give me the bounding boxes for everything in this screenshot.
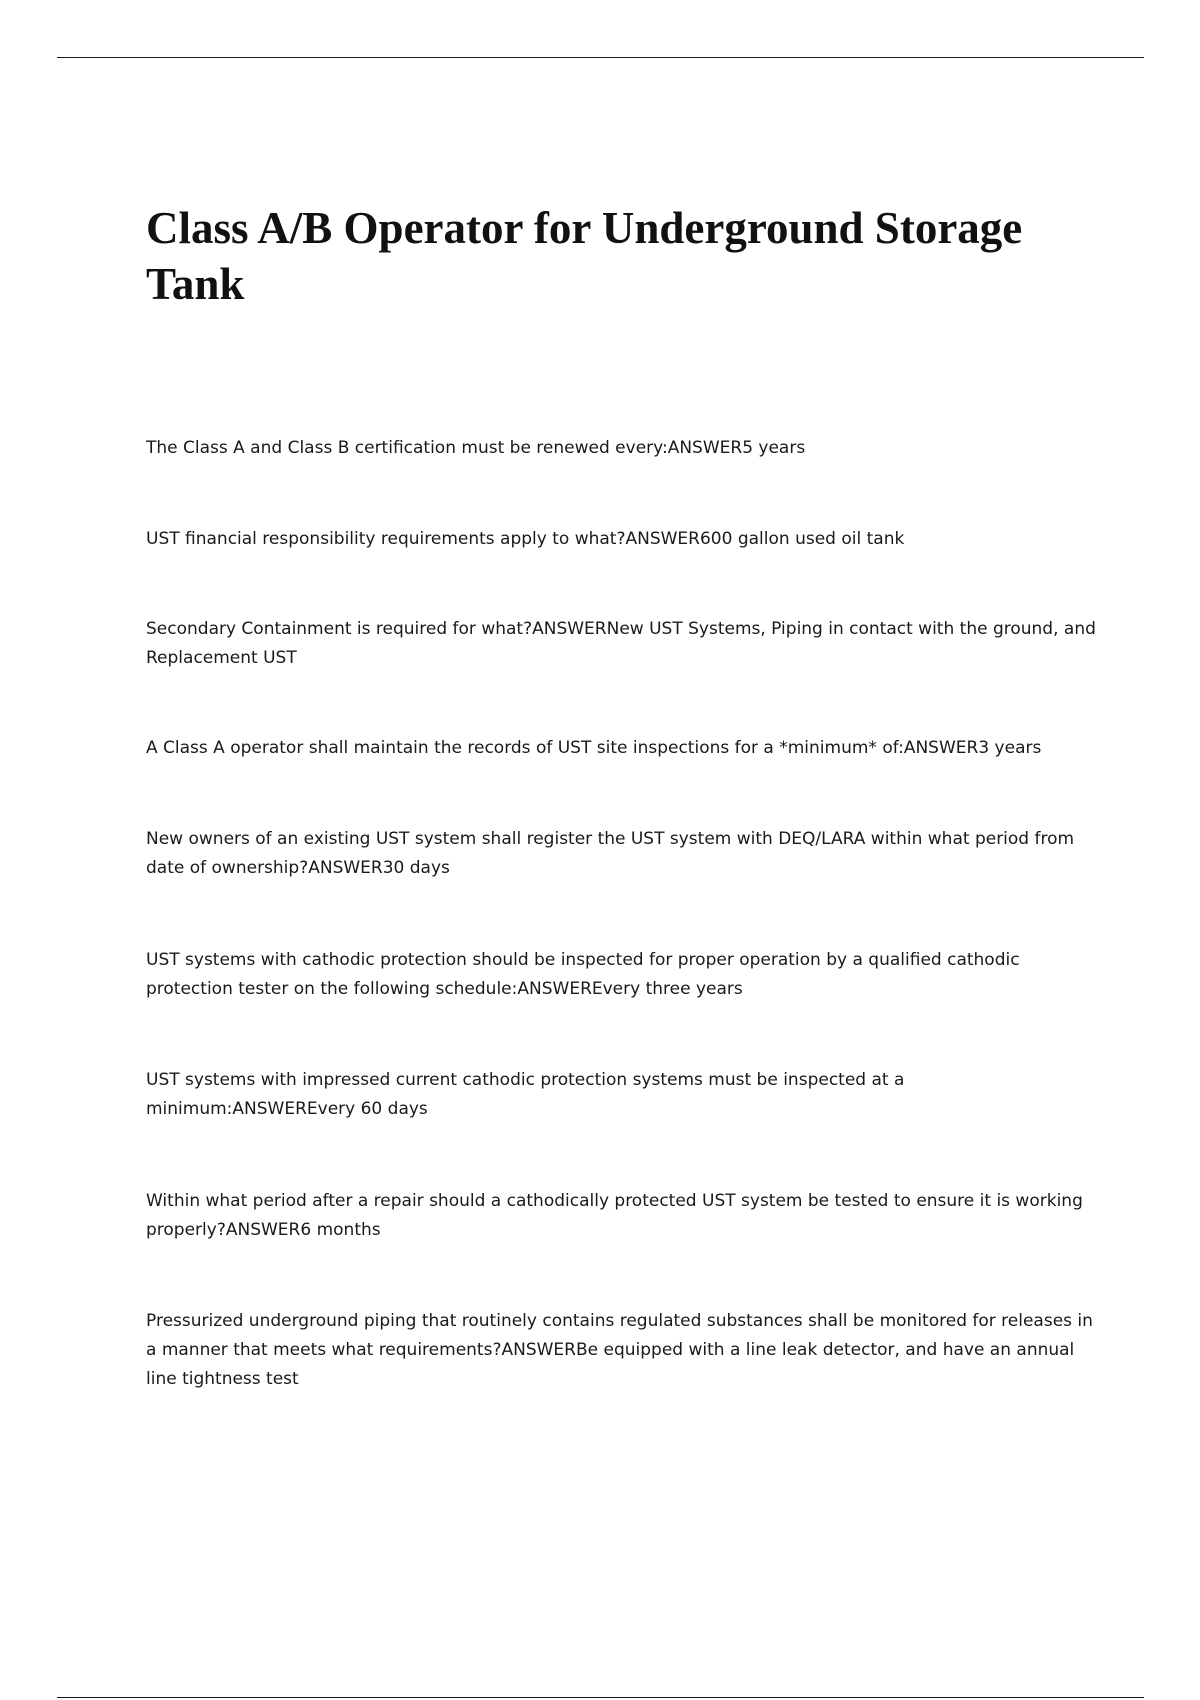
question-text: New owners of an existing UST system shall register the UST system with DEQ/LARA within what period from date of ownership? <box>146 829 1075 878</box>
question-text: The Class A and Class B certification must be renewed every: <box>146 438 668 458</box>
qa-item <box>146 615 1096 673</box>
answer-separator: ANSWER <box>532 619 607 639</box>
answer-separator: ANSWER <box>225 1220 301 1240</box>
answer-separator: ANSWER <box>903 738 979 758</box>
qa-item <box>146 734 1096 763</box>
question-text: A Class A operator shall maintain the records of UST site inspections for a *minimum* of: <box>146 738 904 758</box>
top-divider <box>57 57 1144 58</box>
qa-item <box>146 525 1096 554</box>
answer-text: 30 days <box>382 858 450 878</box>
qa-item <box>146 1066 1096 1124</box>
question-text: Within what period after a repair should a cathodically protected UST system be tested to ensure it is working properly? <box>146 1191 1083 1240</box>
answer-text: 600 gallon used oil tank <box>699 529 905 549</box>
answer-text: 5 years <box>742 438 806 458</box>
qa-item <box>146 1187 1096 1245</box>
question-text: Secondary Containment is required for what? <box>146 619 533 639</box>
answer-separator: ANSWER <box>517 979 592 999</box>
answer-text: Every three years <box>591 979 743 999</box>
answer-text: 6 months <box>300 1220 381 1240</box>
qa-item <box>146 434 1096 463</box>
answer-text: Every 60 days <box>306 1099 428 1119</box>
answer-text: Be equipped with a line leak detector, and have an annual line tightness test <box>146 1340 1075 1389</box>
answer-separator: ANSWER <box>625 529 700 549</box>
question-text: Pressurized underground piping that routinely contains regulated substances shall be monitored for releases in a manner that meets what requirements? <box>146 1311 1093 1360</box>
answer-text: New UST Systems, Piping in contact with the ground, and Replacement UST <box>146 619 1096 668</box>
bottom-divider <box>57 1697 1144 1698</box>
qa-item <box>146 946 1096 1004</box>
document-title: Class A/B Operator for Underground Storage Tank <box>146 203 1023 309</box>
qa-item <box>146 825 1096 883</box>
question-text: UST financial responsibility requirements apply to what? <box>146 529 626 549</box>
answer-separator: ANSWER <box>308 858 383 878</box>
answer-separator: ANSWER <box>232 1099 307 1119</box>
qa-item <box>146 1307 1096 1394</box>
answer-text: 3 years <box>978 738 1042 758</box>
question-text: UST systems with impressed current cathodic protection systems must be inspected at a minimum: <box>146 1070 905 1119</box>
answer-separator: ANSWER <box>501 1340 576 1360</box>
question-text: UST systems with cathodic protection should be inspected for proper operation by a qualified cathodic protection tester on the following schedule: <box>146 950 1020 999</box>
answer-separator: ANSWER <box>667 438 743 458</box>
